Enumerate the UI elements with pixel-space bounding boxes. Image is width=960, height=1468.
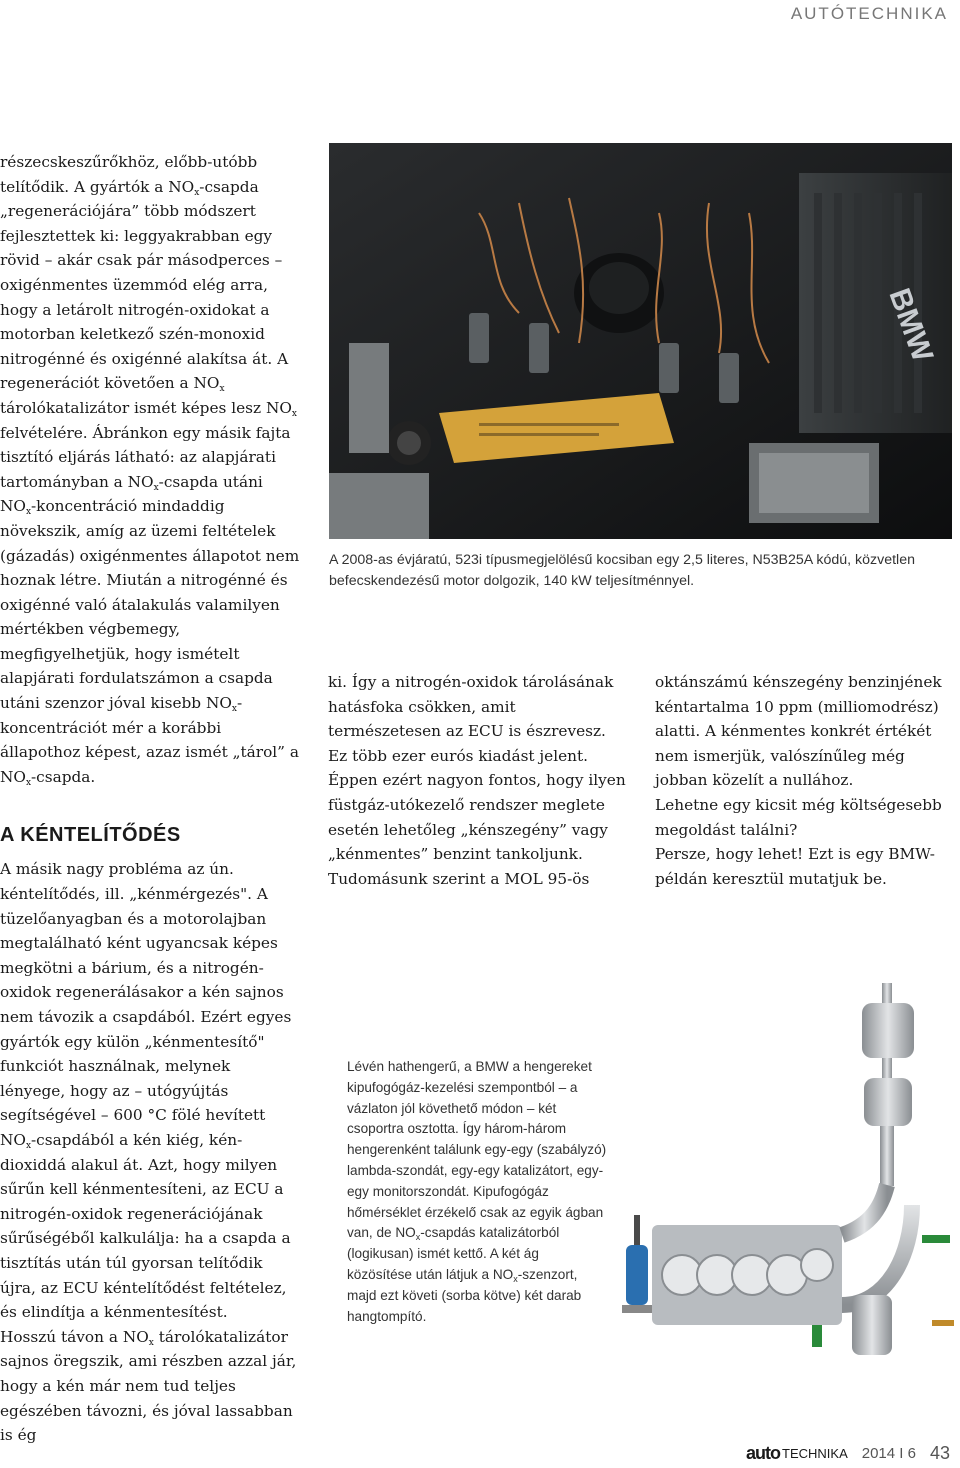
- muffler-top: [862, 983, 914, 1186]
- exhaust-diagram-illustration: [612, 975, 957, 1385]
- paragraph: oktánszámú kénszegény benzinjének kéntartalma 10 ppm (milliomodrész) alatti. A kénmentes konkrét értékét nem ismerjük, valószínűleg még jobban közelít a nullához.: [655, 673, 942, 790]
- subscript: x: [153, 482, 159, 493]
- subscript: x: [513, 1273, 518, 1284]
- issue-number: 2014 I 6: [861, 1444, 916, 1462]
- paragraph: Lehetne egy kicsit még költségesebb megoldást találni?: [655, 795, 942, 839]
- exhaust-system-diagram: [612, 975, 957, 1385]
- photo-caption: A 2008-as évjáratú, 523i típusmegjelölésű kocsiban egy 2,5 literes, N53B25A kódú, közvetlen befecskendezésű motor dolgozik, 140 kW teljesítménnyel.: [329, 552, 915, 589]
- subscript: x: [25, 1140, 32, 1151]
- engine-photo-illustration: [329, 143, 952, 539]
- paragraph: Hosszú távon a $NO_x$ tárolókatalizátor sajnos öregszik, ami részben azzal jár, hogy a kén már nem tud teljes egészében távozni, és jóval lassabban is ég: [0, 1327, 297, 1445]
- engine-photo: [329, 143, 952, 539]
- subscript: x: [231, 704, 237, 715]
- paragraph: ki. Így a nitrogén-oxidok tárolásának hatásfoka csökken, amit természetesen az ECU is észrevesz. Ez több ezer eurós kiadást jelent.: [328, 673, 614, 765]
- section-header: AUTÓTECHNIKA: [790, 4, 948, 23]
- text-column-2: [328, 670, 628, 891]
- lambda-sensor-icon: [622, 1215, 652, 1313]
- text-column-1: [0, 150, 300, 1448]
- magazine-logo: auto: [746, 1442, 781, 1463]
- magazine-logo-suffix: TECHNIKA: [782, 1445, 848, 1461]
- subscript: x: [194, 187, 200, 198]
- subscript: x: [415, 1232, 421, 1243]
- section-heading: A KÉNTELÍTŐDÉS: [0, 824, 181, 847]
- paragraph: Éppen ezért nagyon fontos, hogy ilyen füstgáz-utókezelő rendszer meglete esetén lehetőleg „kénszegény” vagy „kénmentes” benzint tankoljunk. Tudomásunk szerint a MOL 95-ös: [328, 771, 626, 888]
- subscript: x: [219, 384, 225, 395]
- cylinder-block: [652, 1225, 842, 1325]
- subscript: x: [25, 777, 32, 788]
- text-column-3: [655, 670, 955, 891]
- page-number: 43: [929, 1442, 950, 1463]
- paragraph: Persze, hogy lehet! Ezt is egy BMW-példán keresztül mutatjuk be.: [655, 845, 935, 888]
- page-footer: [746, 1438, 950, 1468]
- engine-badge-text: BMW: [882, 284, 940, 366]
- subscript: x: [25, 507, 32, 518]
- diagram-caption: Lévén hathengerű, a BMW a hengereket kipufogógáz-kezelési szempontból – a vázlaton jól követhető módon – két csoportra osztotta. Így három-három hengerenként találunk egy-egy (szabályzó) lambda-szondát, egy-egy katalizátort, egy-egy monitorszondát. Kipufogógáz hőmérséklet érzékelő csak az egyik ágban van, de $NO_x$-csapdás katalizátorból (logikusan) ismét kettő. A két ág közösítése után látjuk a $NO_x$-szenzort, majd ezt követi (sorba kötve) két darab hangtompító.: [347, 1059, 607, 1324]
- paragraph: részecskeszűrőkhöz, előbb-utóbb telítődik. A gyártók a $NO_x$-csapda „regenerációjára” több módszert fejlesztettek ki: leggyakrabban egy rövid – akár csak pár másodperces – oxigénmentes üzemmód elég arra, hogy a letárolt nitrogén-oxidokat a motorban keletkező szén-monoxid nitrogénné és oxigénné alakítsa át. A regenerációt követően a $NO_x$ tárolókatalizátor ismét képes lesz $NO_x$ felvételére. Ábránkon egy másik fajta tisztító eljárás látható: az alapjárati tartományban a $NO_x$-csapda utáni $NO_x$-koncentráció mindaddig növekszik, amíg az üzemi feltételek (gázadás) oxigénmentes állapotot nem hoznak létre. Miután a nitrogénné és oxigénné való átalakulás valamilyen mértékben végbemegy, megfigyelhetjük, hogy ismételt alapjárati fordulatszámon a csapda utáni szenzor jóval kisebb $NO_x$-koncentrációt mér a korábbi állapothoz képest, azaz ismét „tárol” a $NO_x$-csapda.: [0, 153, 300, 788]
- subscript: x: [148, 1337, 154, 1348]
- subscript: x: [291, 408, 297, 419]
- paragraph: A másik nagy probléma az ún. kéntelítődés, ill. „kénmérgezés". A tüzelőanyagban és a motorolajban megtalálható ként ugyancsak képes megkötni a bárium, és a nitrogén-oxidok regenerálásakor a kén sajnos nem távozik a csapdából. Ezért egyes gyártók egy külön „kénmentesítő" funkciót használnak, melynek lényege, hogy az – utógyújtás segítségével – 600 °C fölé hevített $NO_x$-csapdából a kén kiég, kén-dioxiddá alakul át. Azt, hogy milyen sűrűn kell kénmentesíteni, az ECU a nitrogén-oxidok regenerációjának sűrűségéből kalkulálja: ha a csapda a tisztítás után túl gyorsan telítődik újra, az ECU kéntelítődést feltételez, és elindítja a kénmentesítést.: [0, 860, 292, 1322]
